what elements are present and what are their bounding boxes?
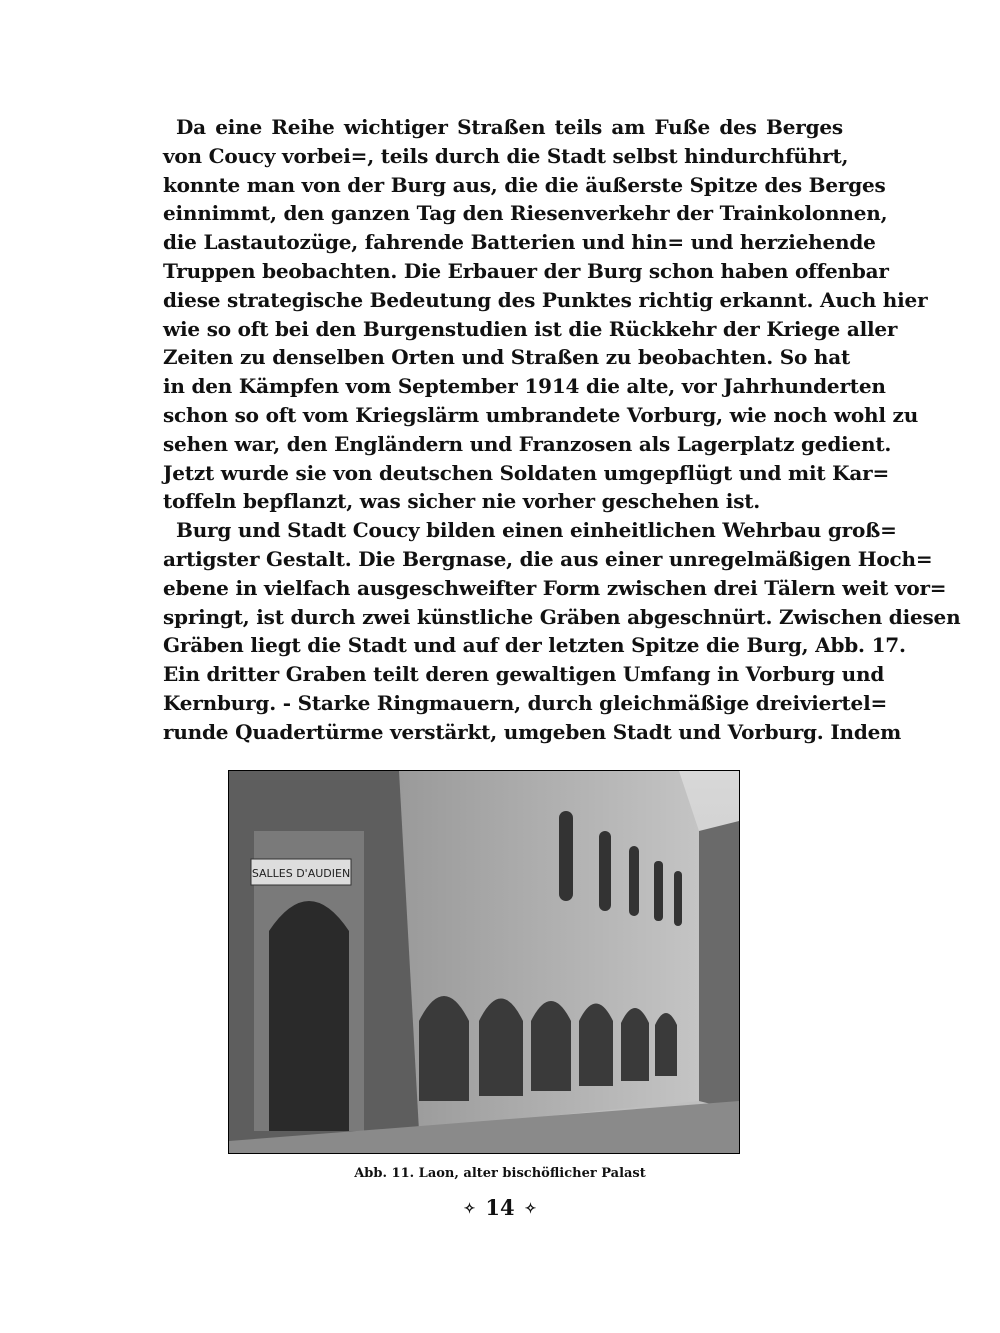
text-line: runde Quadertürme verstärkt, umgeben Stadt und Vorburg. Indem <box>163 719 902 744</box>
body-text <box>163 113 961 747</box>
text-line: wie so oft bei den Burgenstudien ist die Rückkehr der Kriege aller <box>163 316 898 341</box>
text-line: Burg und Stadt Coucy bilden einen einheitlichen Wehrbau groß= <box>176 518 897 543</box>
text-line: Gräben liegt die Stadt und auf der letzten Spitze die Burg, Abb. 17. <box>163 633 906 658</box>
page-number-footer <box>0 1195 1000 1220</box>
ornament-left-icon: ✧ <box>463 1201 476 1217</box>
text-line: Da eine Reihe wichtiger Straßen teils am Fuße des Berges <box>176 115 843 139</box>
page-number: 14 <box>485 1195 515 1220</box>
text-line: Ein dritter Graben teilt deren gewaltigen Umfang in Vorburg und <box>163 662 885 687</box>
text-line: von Coucy vorbei=, teils durch die Stadt selbst hindurchführt, <box>163 143 849 168</box>
text-line: Zeiten zu denselben Orten und Straßen zu beobachten. So hat <box>163 345 851 370</box>
figure-caption: Abb. 11. Laon, alter bischöflicher Palast <box>354 1166 646 1181</box>
sign-text: SALLES D'AUDIEN <box>251 867 351 880</box>
text-line: toffeln bepflanzt, was sicher nie vorher geschehen ist. <box>163 489 761 514</box>
ornament-right-icon: ✧ <box>524 1201 537 1217</box>
text-line: Kernburg. - Starke Ringmauern, durch gleichmäßige dreiviertel= <box>163 690 888 715</box>
text-line: in den Kämpfen vom September 1914 die alte, vor Jahrhunderten <box>163 374 886 399</box>
text-line: Jetzt wurde sie von deutschen Soldaten umgepflügt und mit Kar= <box>163 460 889 485</box>
text-line: artigster Gestalt. Die Bergnase, die aus einer unregelmäßigen Hoch= <box>163 546 933 571</box>
text-line: einnimmt, den ganzen Tag den Riesenverkehr der Trainkolonnen, <box>163 201 888 226</box>
palace-arcade-image <box>229 771 739 1153</box>
text-line: schon so oft vom Kriegslärm umbrandete Vorburg, wie noch wohl zu <box>163 402 919 427</box>
text-line: ebene in vielfach ausgeschweifter Form zwischen drei Tälern weit vor= <box>163 575 947 600</box>
text-line: sehen war, den Engländern und Franzosen als Lagerplatz gedient. <box>163 431 892 456</box>
text-line: springt, ist durch zwei künstliche Gräben abgeschnürt. Zwischen diesen <box>163 604 961 629</box>
text-line: Truppen beobachten. Die Erbauer der Burg schon haben offenbar <box>163 258 889 283</box>
figure-photo <box>228 770 740 1154</box>
text-line: konnte man von der Burg aus, die die äußerste Spitze des Berges <box>163 172 886 197</box>
text-line: diese strategische Bedeutung des Punktes richtig erkannt. Auch hier <box>163 287 928 312</box>
text-line: die Lastautozüge, fahrende Batterien und hin= und herziehende <box>163 230 876 255</box>
